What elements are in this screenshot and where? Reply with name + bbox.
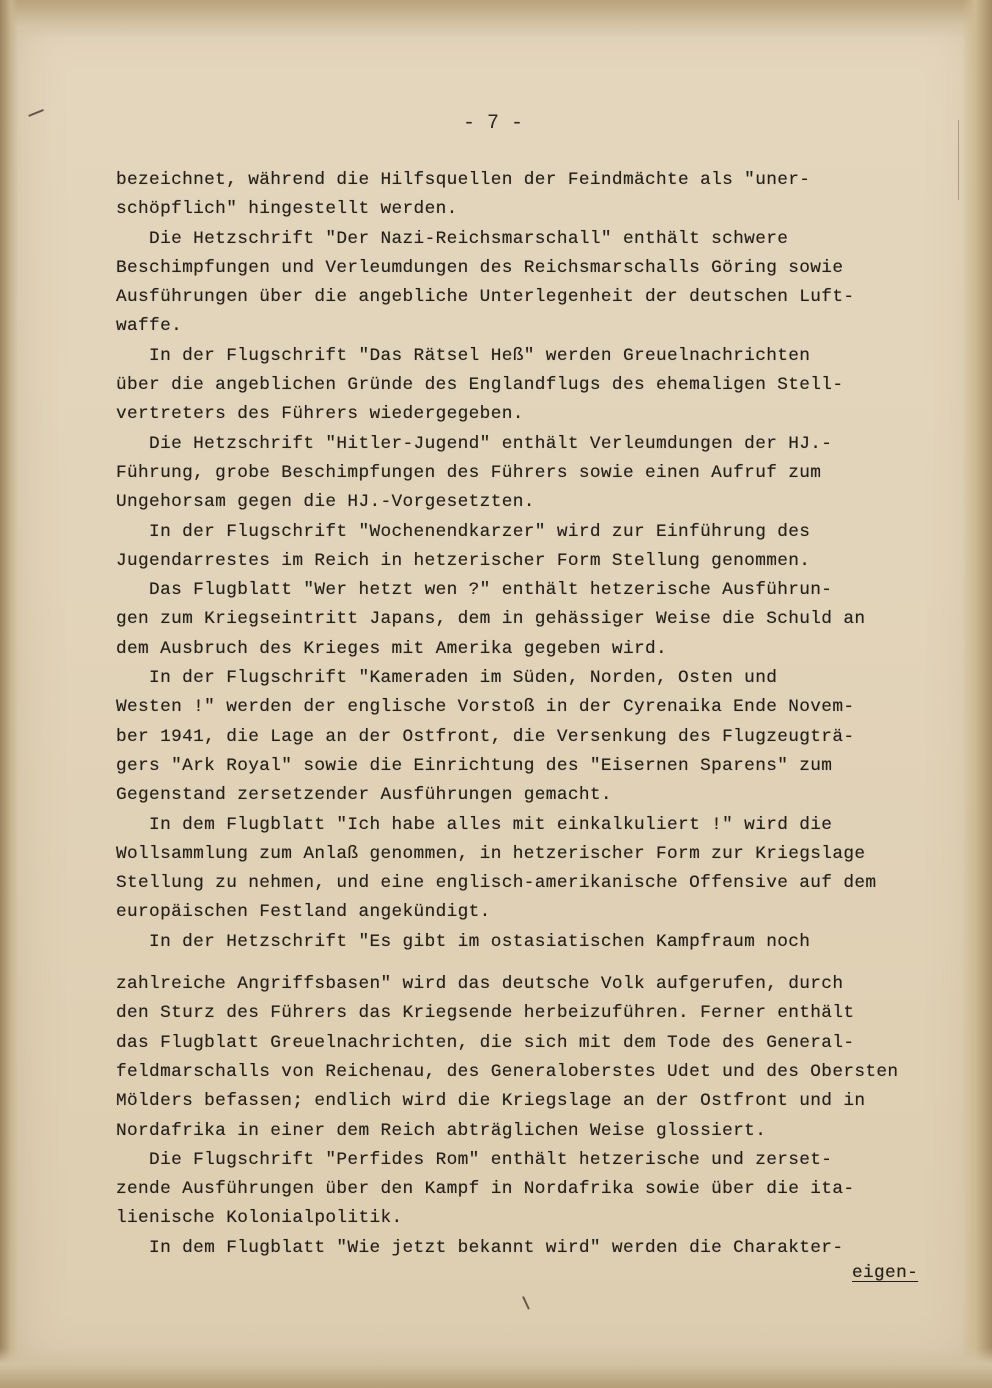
text-line: Jugendarrestes im Reich in hetzerischer Form Stellung genommen. xyxy=(116,550,811,571)
text-line: gers "Ark Royal" sowie die Einrichtung des "Eisernen Sparens" zum xyxy=(116,755,833,776)
text-line: In dem Flugblatt "Ich habe alles mit einkalkuliert !" wird die xyxy=(116,814,833,835)
text-line: vertreters des Führers wiedergegeben. xyxy=(116,404,524,425)
text-line: Stellung zu nehmen, und eine englisch-amerikanische Offensive auf dem xyxy=(116,873,877,894)
text-line: Beschimpfungen und Verleumdungen des Reichsmarschalls Göring sowie xyxy=(116,257,844,278)
text-line: über die angeblichen Gründe des Englandflugs des ehemaligen Stell- xyxy=(116,375,844,396)
pencil-tick-mark xyxy=(28,109,43,116)
paper-edge-left xyxy=(0,0,18,1388)
text-line: feldmarschalls von Reichenau, des Generaloberstes Udet und des Obersten xyxy=(116,1061,899,1082)
text-line: ber 1941, die Lage an der Ostfront, die Versenkung des Flugzeugträ- xyxy=(116,726,855,747)
text-line: bezeichnet, während die Hilfsquellen der Feindmächte als "uner- xyxy=(116,170,811,190)
text-line: europäischen Festland angekündigt. xyxy=(116,902,491,923)
text-line: Führung, grobe Beschimpfungen des Führers sowie einen Aufruf zum xyxy=(116,462,822,483)
text-line: Westen !" werden der englische Vorstoß in der Cyrenaika Ende Novem- xyxy=(116,697,855,718)
text-line: zahlreiche Angriffsbasen" wird das deutsche Volk aufgerufen, durch xyxy=(116,974,844,995)
text-line: In der Flugschrift "Das Rätsel Heß" werden Greuelnachrichten xyxy=(116,345,811,366)
text-line: das Flugblatt Greuelnachrichten, die sich mit dem Tode des General- xyxy=(116,1032,855,1053)
text-line: gen zum Kriegseintritt Japans, dem in gehässiger Weise die Schuld an xyxy=(116,609,866,630)
pencil-tick-mark-bottom xyxy=(522,1296,529,1309)
text-line: Nordafrika in einer dem Reich abträglichen Weise glossiert. xyxy=(116,1120,767,1141)
page-number: - 7 - xyxy=(463,112,524,135)
text-line: Ungehorsam gegen die HJ.-Vorgesetzten. xyxy=(116,492,535,513)
text-line: Wollsammlung zum Anlaß genommen, in hetzerischer Form zur Kriegslage xyxy=(116,843,866,864)
text-line: Die Flugschrift "Perfides Rom" enthält hetzerische und zerset- xyxy=(116,1149,833,1170)
text-line: In der Flugschrift "Wochenendkarzer" wird zur Einführung des xyxy=(116,521,811,542)
text-line: In der Flugschrift "Kameraden im Süden, Norden, Osten und xyxy=(116,668,778,689)
text-line: dem Ausbruch des Krieges mit Amerika gegeben wird. xyxy=(116,638,668,659)
text-line: schöpflich" hingestellt werden. xyxy=(116,199,458,220)
text-line: In dem Flugblatt "Wie jetzt bekannt wird" werden die Charakter- xyxy=(116,1237,844,1258)
document-body xyxy=(116,166,946,1263)
text-line: In der Hetzschrift "Es gibt im ostasiatischen Kampfraum noch xyxy=(116,931,811,952)
paper-edge-top xyxy=(0,0,992,38)
text-line: waffe. xyxy=(116,316,183,337)
text-line: Gegenstand zersetzender Ausführungen gemacht. xyxy=(116,785,612,806)
paper-edge-bottom xyxy=(0,1348,992,1388)
text-line: Mölders befassen; endlich wird die Kriegslage an der Ostfront und in xyxy=(116,1091,866,1112)
text-line: den Sturz des Führers das Kriegsende herbeizuführen. Ferner enthält xyxy=(116,1003,855,1024)
text-line: Ausführungen über die angebliche Unterlegenheit der deutschen Luft- xyxy=(116,287,855,308)
paper-edge-right xyxy=(962,0,992,1388)
catchword: eigen- xyxy=(852,1263,919,1283)
text-line: Die Hetzschrift "Hitler-Jugend" enthält Verleumdungen der HJ.- xyxy=(116,433,833,454)
text-line: lienische Kolonialpolitik. xyxy=(116,1208,403,1229)
text-line: Die Hetzschrift "Der Nazi-Reichsmarschall" enthält schwere xyxy=(116,228,789,249)
text-line: Das Flugblatt "Wer hetzt wen ?" enthält hetzerische Ausführun- xyxy=(116,580,833,601)
text-line: zende Ausführungen über den Kampf in Nordafrika sowie über die ita- xyxy=(116,1179,855,1200)
margin-pencil-line xyxy=(958,120,959,200)
